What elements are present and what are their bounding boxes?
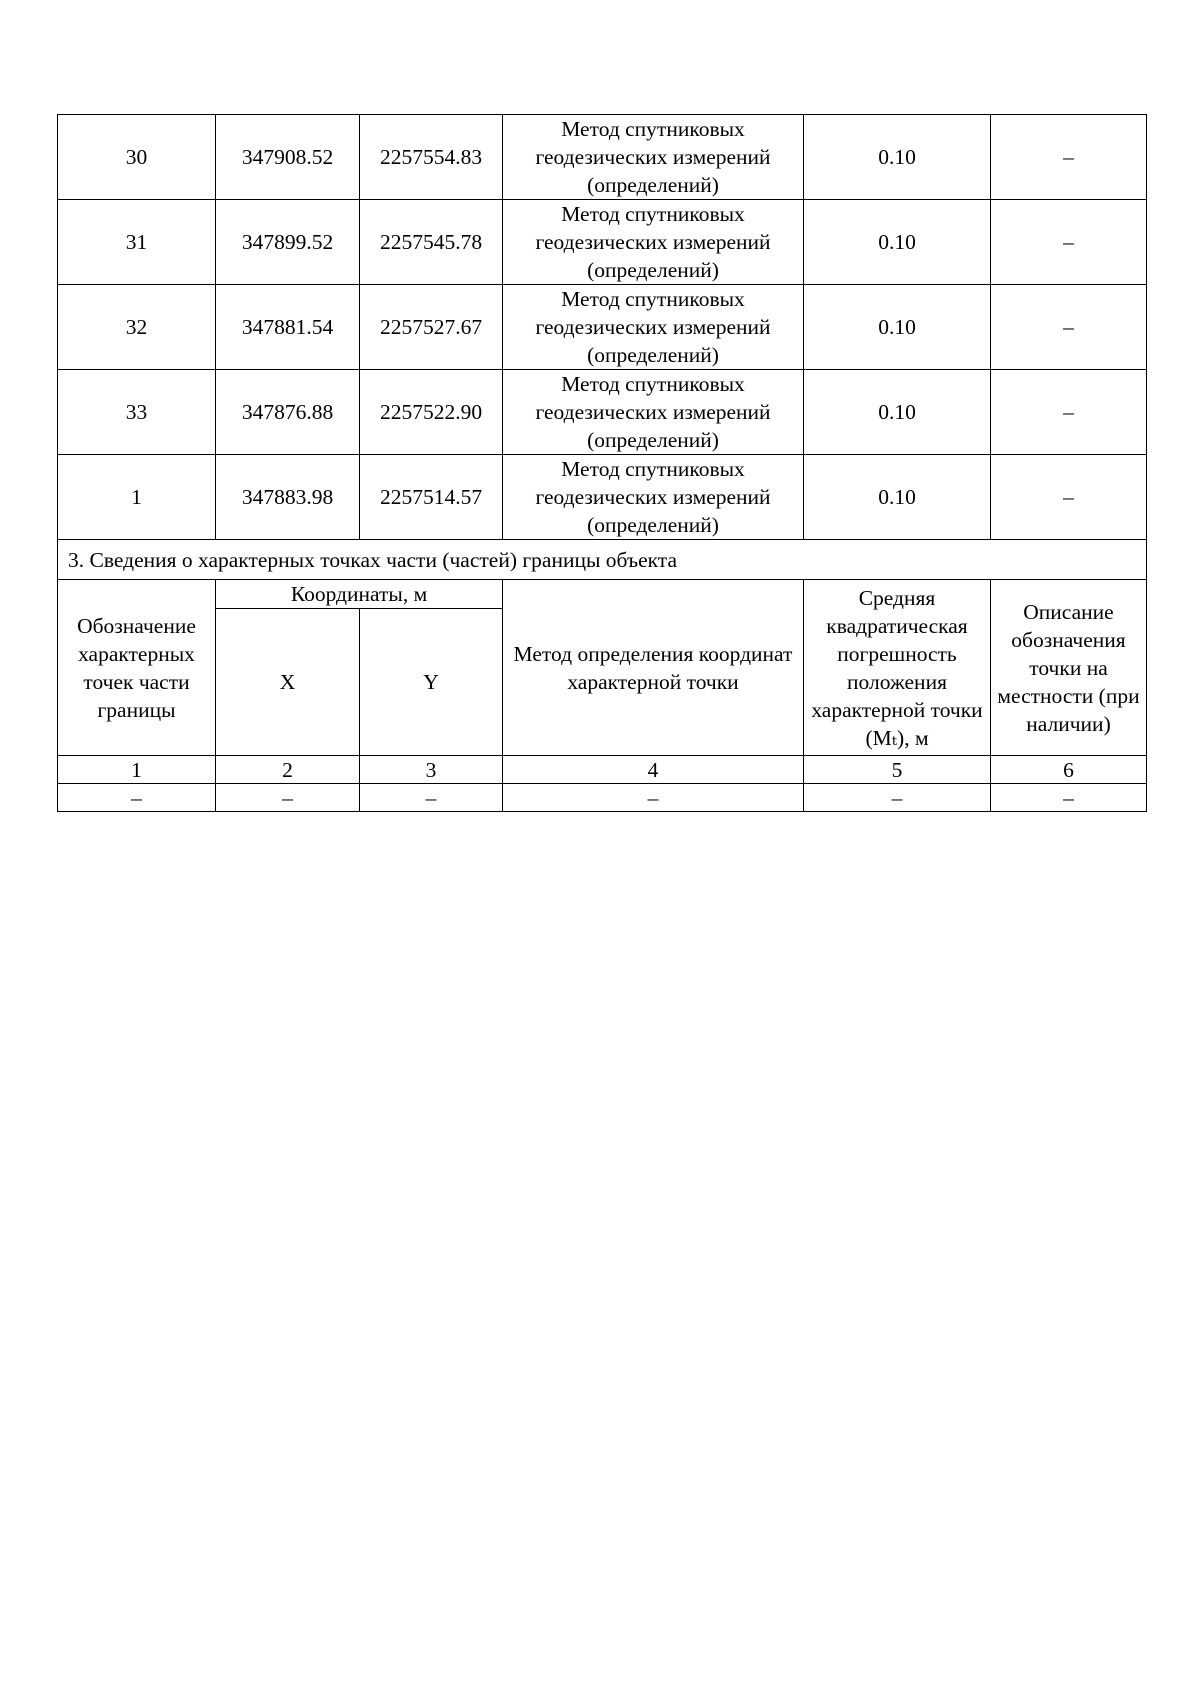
x-header: X (216, 609, 360, 756)
section-title: 3. Сведения о характерных точках части (частей) границы объекта (58, 540, 1147, 580)
column-number: 1 (58, 756, 216, 784)
method-header: Метод определения координат характерной точки (503, 580, 804, 756)
x-coordinate-cell: 347899.52 (216, 200, 360, 285)
empty-cell: – (991, 784, 1147, 812)
y-coordinate-cell: 2257527.67 (360, 285, 503, 370)
designation-header: Обозначение характерных точек части границы (58, 580, 216, 756)
method-cell: Метод спутниковых геодезических измерений (определений) (503, 115, 804, 200)
x-coordinate-cell: 347876.88 (216, 370, 360, 455)
error-header: Средняя квадратическая погрешность положения характерной точки (Mₜ), м (804, 580, 991, 756)
y-header: Y (360, 609, 503, 756)
table-row (58, 115, 1147, 200)
point-id-cell: 1 (58, 455, 216, 540)
empty-cell: – (58, 784, 216, 812)
x-coordinate-cell: 347908.52 (216, 115, 360, 200)
description-cell: – (991, 285, 1147, 370)
description-cell: – (991, 455, 1147, 540)
point-id-cell: 33 (58, 370, 216, 455)
section-title-row (58, 540, 1147, 580)
y-coordinate-cell: 2257554.83 (360, 115, 503, 200)
table-row (58, 455, 1147, 540)
table-row (58, 200, 1147, 285)
table-row (58, 370, 1147, 455)
method-cell: Метод спутниковых геодезических измерений (определений) (503, 200, 804, 285)
point-id-cell: 30 (58, 115, 216, 200)
description-cell: – (991, 370, 1147, 455)
table-row (58, 784, 1147, 812)
column-number-row (58, 756, 1147, 784)
column-number: 5 (804, 756, 991, 784)
column-number: 3 (360, 756, 503, 784)
error-cell: 0.10 (804, 370, 991, 455)
column-number: 2 (216, 756, 360, 784)
empty-cell: – (216, 784, 360, 812)
table-row (58, 285, 1147, 370)
method-cell: Метод спутниковых геодезических измерений (определений) (503, 285, 804, 370)
method-cell: Метод спутниковых геодезических измерений (определений) (503, 370, 804, 455)
coordinates-header: Координаты, м (216, 580, 503, 609)
description-cell: – (991, 115, 1147, 200)
x-coordinate-cell: 347883.98 (216, 455, 360, 540)
error-cell: 0.10 (804, 115, 991, 200)
point-id-cell: 31 (58, 200, 216, 285)
error-cell: 0.10 (804, 285, 991, 370)
y-coordinate-cell: 2257522.90 (360, 370, 503, 455)
empty-cell: – (804, 784, 991, 812)
column-number: 4 (503, 756, 804, 784)
point-id-cell: 32 (58, 285, 216, 370)
description-cell: – (991, 200, 1147, 285)
error-cell: 0.10 (804, 200, 991, 285)
y-coordinate-cell: 2257514.57 (360, 455, 503, 540)
method-cell: Метод спутниковых геодезических измерений (определений) (503, 455, 804, 540)
y-coordinate-cell: 2257545.78 (360, 200, 503, 285)
empty-cell: – (503, 784, 804, 812)
x-coordinate-cell: 347881.54 (216, 285, 360, 370)
description-header: Описание обозначения точки на местности (при наличии) (991, 580, 1147, 756)
empty-cell: – (360, 784, 503, 812)
error-cell: 0.10 (804, 455, 991, 540)
boundary-points-table (57, 114, 1147, 812)
column-number: 6 (991, 756, 1147, 784)
header-row (58, 580, 1147, 609)
